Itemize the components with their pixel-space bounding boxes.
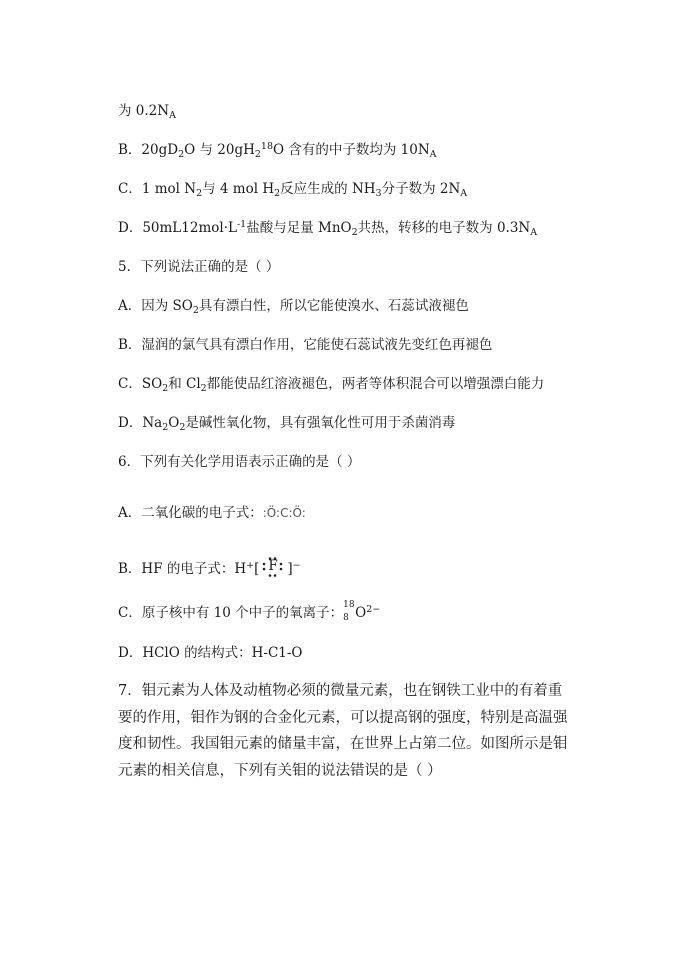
fluoride-lewis-dots: F — [259, 557, 287, 578]
q4-option-c: C．1 mol $N_2$与 4 mol $H_2$反应生成的 $NH_3$分子数为 $2N_A$ — [118, 181, 468, 199]
q6-option-d: D．HClO 的结构式：H-C1-O — [118, 645, 303, 661]
q5-stem: 5．下列说法正确的是（ ） — [118, 259, 280, 275]
q6-stem: 6．下列有关化学用语表示正确的是（ ） — [118, 454, 361, 470]
q5-option-b: B．湿润的氯气具有漂白作用，它能使石蕊试液先变红色再褪色 — [118, 337, 493, 353]
q6-option-c: C．原子核中有 10 个中子的氧离子： 18 8 $O^{2-}$ — [118, 600, 381, 623]
co2-lewis-formula: :Ö:C:Ö: — [262, 506, 306, 520]
q4-option-b: B．$20gD_2O$ 与 $20gH_2^{18}O$ 含有的中子数均为 $10N_A$ — [118, 141, 437, 160]
q6-option-b: B．HF 的电子式：H+[ F ]− — [118, 558, 301, 577]
q5-option-a: A．因为 $SO_2$具有漂白性，所以它能使溴水、石蕊试液褪色 — [118, 298, 469, 316]
q6-option-a: A．二氧化碳的电子式：:Ö:C:Ö: — [118, 505, 306, 521]
continuation-line: 为 $0.2N_A$ — [118, 103, 176, 121]
q4-option-d: D．$50mL12mol\cdot L^{-1}$盐酸与足量 MnO$_2$共热，转移的电子数为 $0.3N_A$ — [118, 219, 538, 238]
q5-option-c: C．$SO_2$和 $Cl_2$都能使品红溶液褪色，两者等体积混合可以增强漂白能力 — [118, 376, 545, 394]
q5-option-d: D．$Na_2O_2$是碱性氧化物，具有强氧化性可用于杀菌消毒 — [118, 415, 456, 433]
q7-paragraph: 7．钼元素为人体及动植物必须的微量元素，也在钢铁工业中的有着重要的作用，钼作为钢的合金化元素，可以提高钢的强度，特别是高温强度和韧性。我国钼元素的储量丰富，在世界上占第二位。如图所示是钼元素的相关信息，下列有关钼的说法错误的是（ ） — [118, 683, 568, 779]
oxygen-isotope-notation: 18 8 O — [343, 600, 367, 623]
